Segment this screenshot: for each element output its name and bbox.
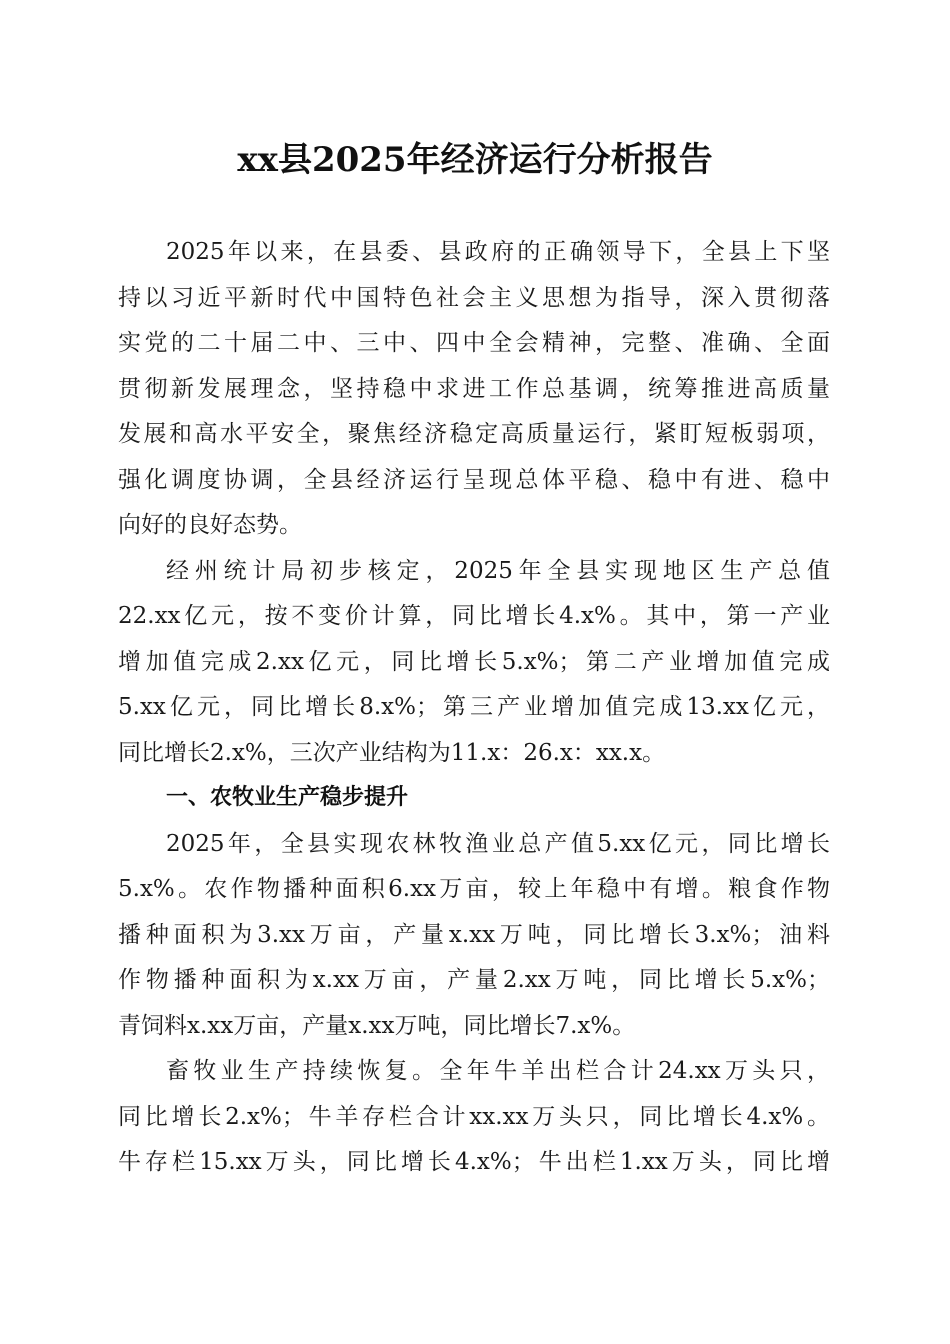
- text-line: 22.xx亿元，按不变价计算，同比增长4.x%。其中，第一产业: [118, 603, 830, 629]
- document-title: xx县2025年经济运行分析报告: [237, 140, 713, 180]
- text-line: 作物播种面积为x.xx万亩，产量2.xx万吨，同比增长5.x%；: [118, 967, 830, 993]
- section-heading: 一、农牧业生产稳步提升: [166, 785, 409, 810]
- text-line: 2025年，全县实现农林牧渔业总产值5.xx亿元，同比增长: [166, 831, 830, 857]
- text-line: 向好的良好态势。: [118, 512, 302, 538]
- text-line: 实党的二十届二中、三中、四中全会精神，完整、准确、全面: [118, 330, 830, 356]
- text-line: 2025年以来，在县委、县政府的正确领导下，全县上下坚: [166, 239, 830, 265]
- text-line: 畜牧业生产持续恢复。全年牛羊出栏合计24.xx万头只，: [166, 1058, 830, 1084]
- text-line: 同比增长2.x%；牛羊存栏合计xx.xx万头只，同比增长4.x%。: [118, 1104, 830, 1130]
- text-line: 青饲料x.xx万亩，产量x.xx万吨，同比增长7.x%。: [118, 1013, 636, 1039]
- text-line: 经州统计局初步核定，2025年全县实现地区生产总值: [166, 558, 830, 584]
- text-line: 5.xx亿元，同比增长8.x%；第三产业增加值完成13.xx亿元，: [118, 694, 830, 720]
- text-line: 贯彻新发展理念，坚持稳中求进工作总基调，统筹推进高质量: [118, 376, 830, 402]
- text-line: 播种面积为3.xx万亩，产量x.xx万吨，同比增长3.x%；油料: [118, 922, 830, 948]
- text-line: 同比增长2.x%，三次产业结构为11.x：26.x：xx.x。: [118, 740, 666, 766]
- text-line: 持以习近平新时代中国特色社会主义思想为指导，深入贯彻落: [118, 285, 830, 311]
- text-line: 牛存栏15.xx万头，同比增长4.x%；牛出栏1.xx万头，同比增: [118, 1149, 830, 1175]
- text-line: 强化调度协调，全县经济运行呈现总体平稳、稳中有进、稳中: [118, 467, 830, 493]
- text-line: 5.x%。农作物播种面积6.xx万亩，较上年稳中有增。粮食作物: [118, 876, 830, 902]
- text-line: 发展和高水平安全，聚焦经济稳定高质量运行，紧盯短板弱项，: [118, 421, 830, 447]
- text-line: 增加值完成2.xx亿元，同比增长5.x%；第二产业增加值完成: [118, 649, 830, 675]
